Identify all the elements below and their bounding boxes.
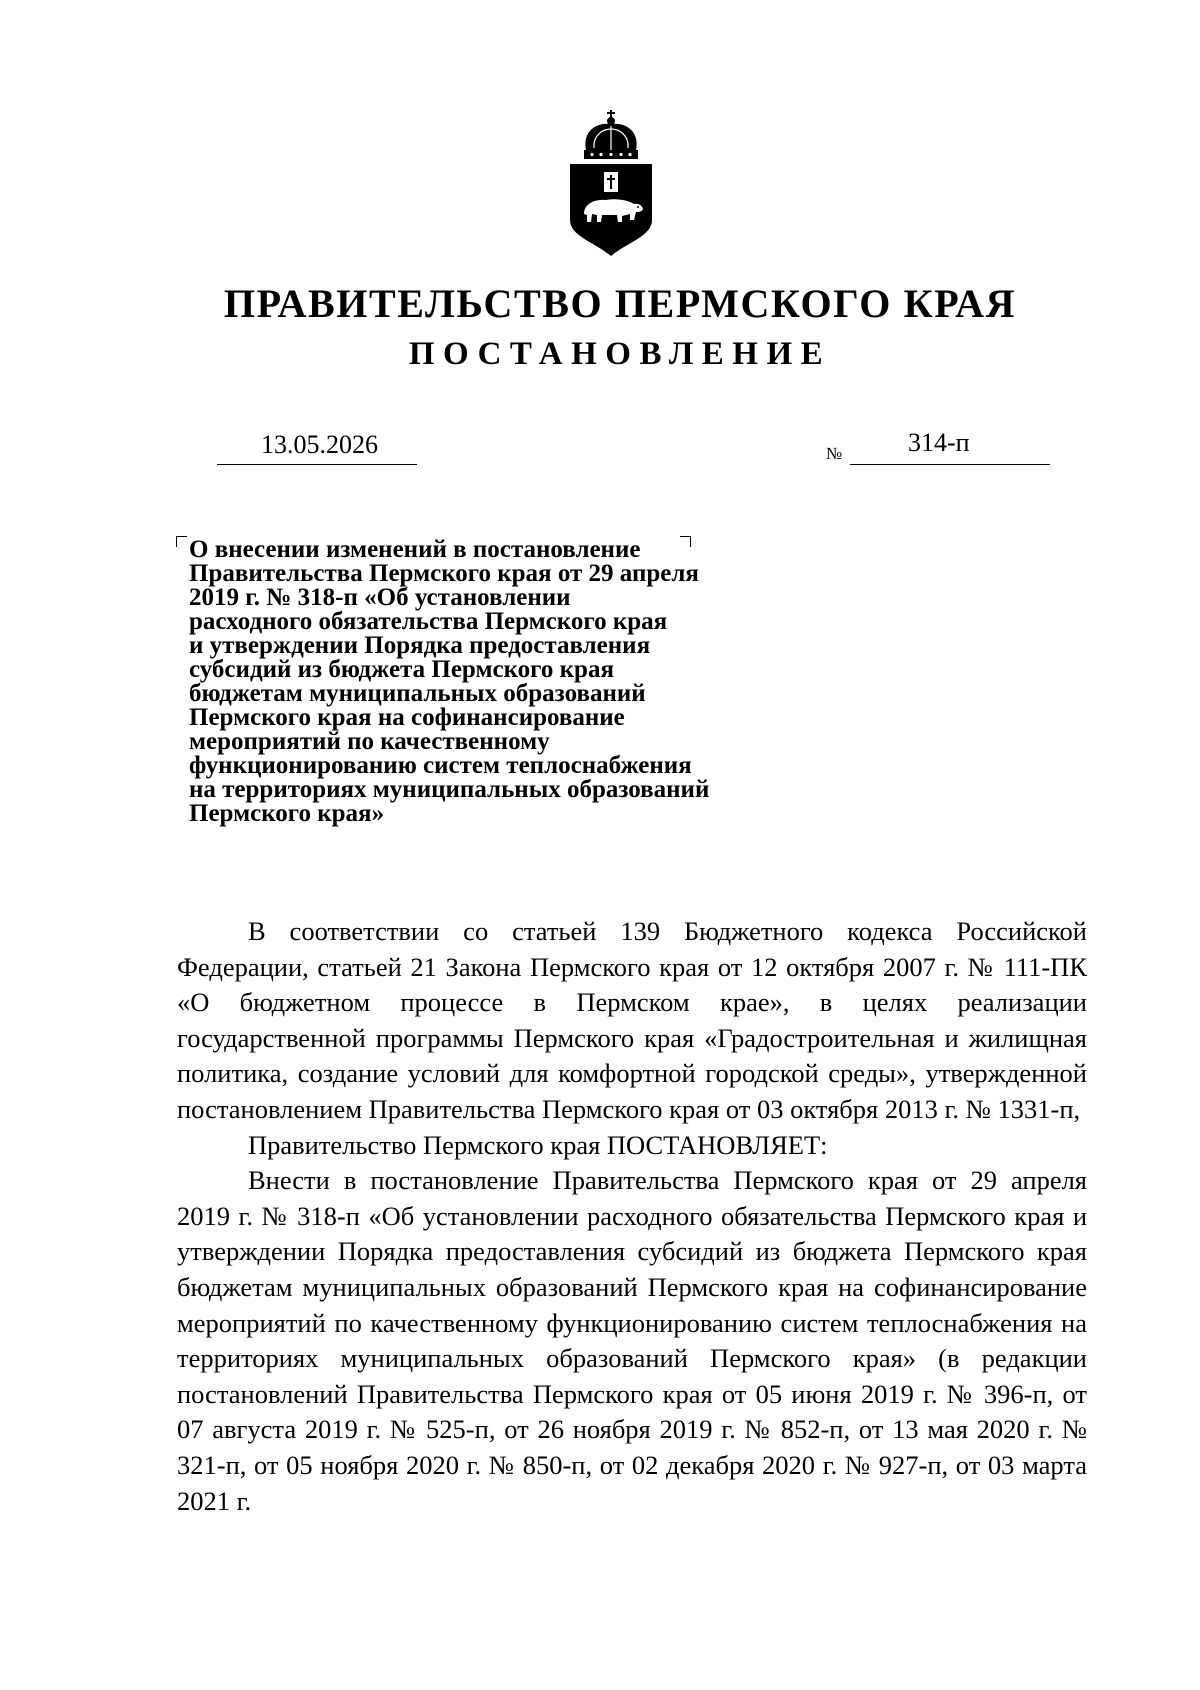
amendment-paragraph: Внести в постановление Правительства Пермского края от 29 апреля 2019 г. № 318-п «Об установлении расходного обязательства Пермского края и утверждении Порядка предоставления субсидий из бюджета Пермского края бюджетам муниципальных образований Пермского края на софинансирование мероприятий по качественному функционированию систем теплоснабжения на территориях муниципальных образований Пермского края» (в редакции постановлений Правительства Пермского края от 05 июня 2019 г. № 396-п, от 07 августа 2019 г. № 525-п, от 26 ноября 2019 г. № 852-п, от 13 мая 2020 г. № 321-п, от 05 ноября 2020 г. № 850-п, от 02 декабря 2020 г. № 927-п, от 03 марта 2021 г. bbox=[177, 1165, 1087, 1516]
subject-corner-mark-left bbox=[176, 536, 187, 547]
subject-line: бюджетам муниципальных образований bbox=[189, 680, 646, 707]
organization-title: ПРАВИТЕЛЬСТВО ПЕРМСКОГО КРАЯ bbox=[223, 281, 1017, 326]
subject-line: и утверждении Порядка предоставления bbox=[189, 632, 651, 659]
document-number: 314-п bbox=[908, 428, 970, 457]
date-field bbox=[217, 428, 417, 465]
subject-line: О внесении изменений в постановление bbox=[189, 536, 641, 563]
document-body bbox=[177, 914, 1087, 1519]
subject-line: Пермского края» bbox=[189, 800, 385, 827]
subject-line: Правительства Пермского края от 29 апреля bbox=[189, 560, 699, 587]
coat-of-arms-icon bbox=[566, 108, 656, 258]
number-field bbox=[850, 428, 1050, 465]
subject-line: на территориях муниципальных образований bbox=[189, 776, 710, 803]
subject-line: мероприятий по качественному bbox=[189, 728, 550, 755]
subject-line: 2019 г. № 318-п «Об установлении bbox=[189, 584, 571, 611]
resolution-paragraph: Правительство Пермского края ПОСТАНОВЛЯЕТ: bbox=[248, 1129, 828, 1160]
subject-line: функционированию систем теплоснабжения bbox=[189, 752, 692, 779]
subject-line: субсидий из бюджета Пермского края bbox=[189, 656, 614, 683]
document-type-heading: ПОСТАНОВЛЕНИЕ bbox=[408, 336, 832, 372]
preamble-paragraph: В соответствии со статьей 139 Бюджетного кодекса Российской Федерации, статьей 21 Закона Пермского края от 12 октября 2007 г. № 111-ПК «О бюджетном процессе в Пермском крае», в целях реализации государственной программы Пермского края «Градостроительная и жилищная политика, создание условий для комфортной городской среды», утвержденной постановлением Правительства Пермского края от 03 октября 2013 г. № 1331-п, bbox=[177, 916, 1087, 1124]
number-label: № bbox=[826, 444, 843, 463]
subject-line: Пермского края на софинансирование bbox=[189, 704, 625, 731]
document-date: 13.05.2026 bbox=[261, 430, 378, 459]
document-subject bbox=[189, 538, 809, 826]
subject-line: расходного обязательства Пермского края bbox=[189, 608, 668, 635]
